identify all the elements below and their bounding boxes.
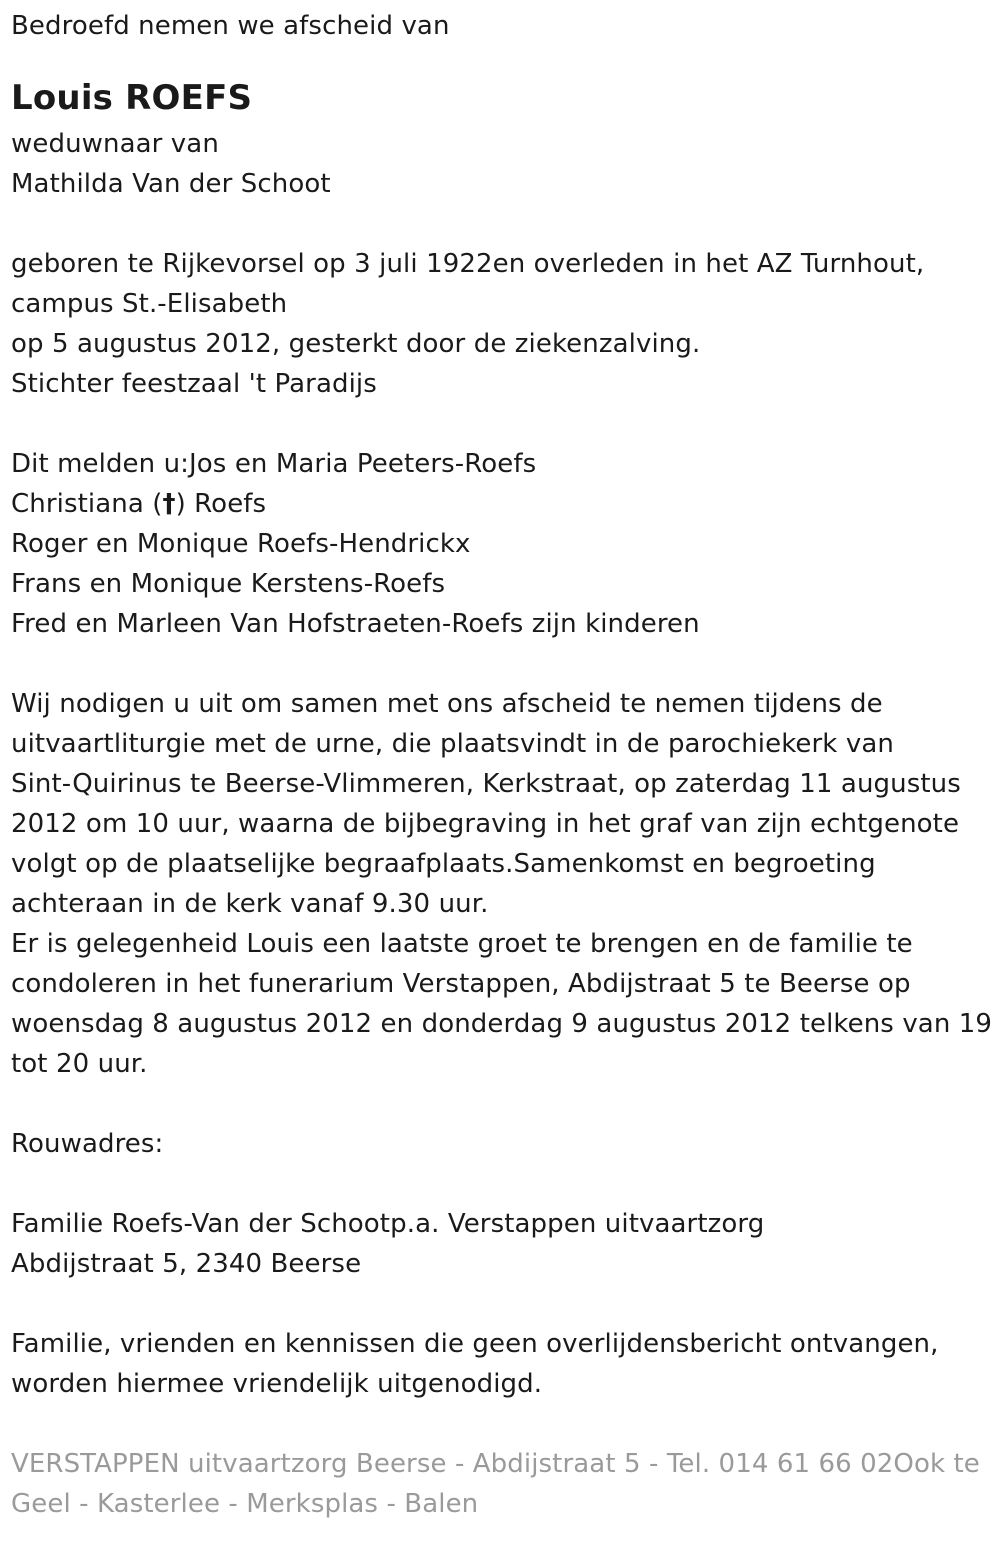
birth-death-section — [11, 244, 989, 404]
invitation-line: achteraan in de kerk vanaf 9.30 uur. — [11, 889, 489, 919]
intro-text: Bedroefd nemen we afscheid van — [11, 11, 450, 41]
cross-icon: † — [162, 489, 176, 519]
spouse-relation: weduwnaar van — [11, 129, 219, 159]
closing-section — [11, 1324, 989, 1404]
spacer — [11, 204, 989, 244]
announcer-name-part: ) Roefs — [175, 489, 267, 519]
footer-line: VERSTAPPEN uitvaartzorg Beerse - Abdijstraat 5 - Tel. 014 61 66 02Ook te — [11, 1449, 980, 1479]
invitation-line: 2012 om 10 uur, waarna de bijbegraving in het graf van zijn echtgenote — [11, 809, 960, 839]
closing-line: worden hiermee vriendelijk uitgenodigd. — [11, 1369, 543, 1399]
footer-line: Geel - Kasterlee - Merksplas - Balen — [11, 1489, 479, 1519]
invitation-line: woensdag 8 augustus 2012 en donderdag 9 augustus 2012 telkens van 19 — [11, 1009, 993, 1039]
spacer — [11, 644, 989, 684]
announcer-line — [11, 484, 989, 524]
birth-death-line: campus St.-Elisabeth — [11, 289, 288, 319]
funeral-home-footer — [11, 1444, 989, 1524]
invitation-line: Er is gelegenheid Louis een laatste groet te brengen en de familie te — [11, 929, 913, 959]
announcer-line: Roger en Monique Roefs-Hendrickx — [11, 529, 471, 559]
spacer — [11, 1164, 989, 1204]
spouse-name: Mathilda Van der Schoot — [11, 169, 331, 199]
mourning-address-label: Rouwadres: — [11, 1129, 164, 1159]
deceased-name: Louis ROEFS — [11, 78, 253, 118]
announcers-section — [11, 444, 989, 644]
mourning-address-line: Abdijstraat 5, 2340 Beerse — [11, 1249, 362, 1279]
invitation-line: volgt op de plaatselijke begraafplaats.Samenkomst en begroeting — [11, 849, 876, 879]
invitation-line: tot 20 uur. — [11, 1049, 148, 1079]
birth-death-line: Stichter feestzaal 't Paradijs — [11, 369, 377, 399]
invitation-line: Sint-Quirinus te Beerse-Vlimmeren, Kerkstraat, op zaterdag 11 augustus — [11, 769, 961, 799]
spacer — [11, 1084, 989, 1124]
announcer-line: Fred en Marleen Van Hofstraeten-Roefs zijn kinderen — [11, 609, 700, 639]
announcer-line: Frans en Monique Kerstens-Roefs — [11, 569, 446, 599]
spacer — [11, 404, 989, 444]
announcer-line: Dit melden u:Jos en Maria Peeters-Roefs — [11, 449, 537, 479]
invitation-line: condoleren in het funerarium Verstappen, Abdijstraat 5 te Beerse op — [11, 969, 911, 999]
spacer — [11, 1284, 989, 1324]
invitation-line: uitvaartliturgie met de urne, die plaatsvindt in de parochiekerk van — [11, 729, 894, 759]
mourning-address-line: Familie Roefs-Van der Schootp.a. Verstappen uitvaartzorg — [11, 1209, 765, 1239]
spacer — [11, 1404, 989, 1444]
announcer-name-part: Christiana ( — [11, 489, 163, 519]
birth-death-line: geboren te Rijkevorsel op 3 juli 1922en overleden in het AZ Turnhout, — [11, 249, 925, 279]
closing-line: Familie, vrienden en kennissen die geen overlijdensbericht ontvangen, — [11, 1329, 939, 1359]
invitation-section — [11, 684, 993, 1084]
birth-death-line: op 5 augustus 2012, gesterkt door de ziekenzalving. — [11, 329, 701, 359]
invitation-line: Wij nodigen u uit om samen met ons afscheid te nemen tijdens de — [11, 689, 883, 719]
mourning-address-section — [11, 1124, 989, 1284]
